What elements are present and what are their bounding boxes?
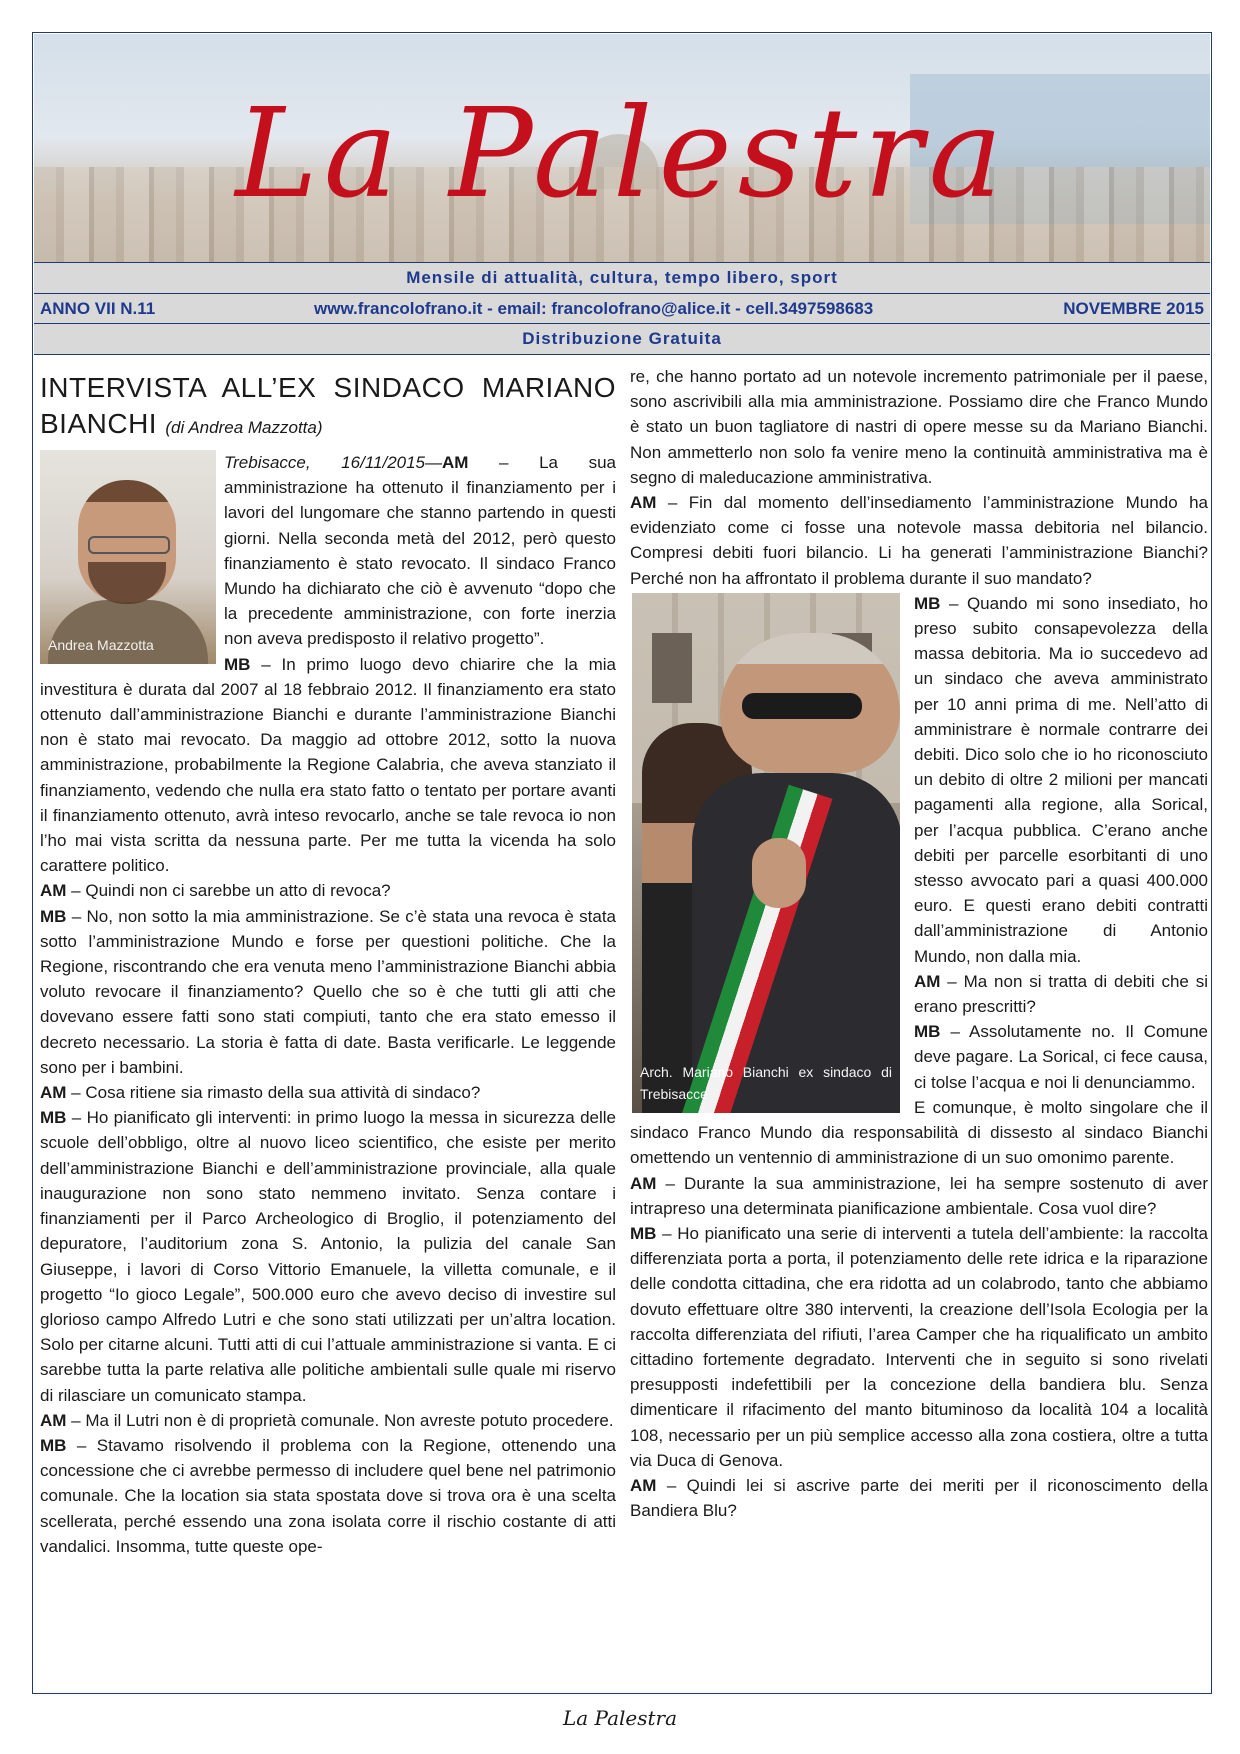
paragraph: [40, 878, 616, 903]
paragraph-text: – Ho pianificato gli interventi: in primo luogo la messa in sicurezza delle scuole dell’obbligo, oltre al nuovo liceo scientifico, che esiste per merito dell’amministrazione Bianchi e dell’amministrazione provinciale, alla quale inaugurazione non sono stato nemmeno invitato. Senza contare i finanziamenti per il Parco Archeologico di Broglio, il potenziamento del depuratore, l’auditorium zona S. Antonio, la pulizia del canale San Giuseppe, i lavori di Corso Vittorio Emanuele, la villetta comunale, e il progetto “Io gioco Legale”, 500.000 euro che avevo deciso di investire sul glorioso campo Alfredo Lutri e che sono stati utilizzati per un’altra location. Solo per citarne alcuni. Tutti atti di cui l’attuale amministrazione si vanta. E ci sarebbe tutta la parte relativa alle politiche ambientali sulle quale mi riservo di rilasciare un comunicato stampa.: [40, 1108, 616, 1405]
paragraph: [40, 1080, 616, 1105]
paragraph: [40, 652, 616, 879]
author-photo: [40, 450, 216, 664]
speaker: AM: [442, 453, 469, 472]
speaker: MB: [40, 906, 67, 926]
paragraph-text: – Fin dal momento dell’insediamento l’amministrazione Mundo ha evidenziato come ci fosse una notevole massa debitoria nel bilancio. Compresi debiti fuori bilancio. Li ha generati l’amministrazione Bianchi? Perché non ha affrontato il problema durante il suo mandato?: [630, 493, 1208, 588]
paragraph-text: – Cosa ritiene sia rimasto della sua attività di sindaco?: [66, 1083, 481, 1103]
article-headline: [40, 370, 616, 446]
subtitle-band: [34, 262, 1210, 294]
speaker: MB: [914, 1022, 941, 1042]
paragraph: [40, 1433, 616, 1559]
speaker: AM: [40, 1410, 67, 1430]
speaker: MB: [914, 593, 941, 613]
paragraph: [40, 1408, 616, 1433]
paragraph-text: – Durante la sua amministrazione, lei ha sempre sostenuto di aver intrapreso una determinata pianificazione ambientale. Cosa vuol dire?: [630, 1173, 1208, 1218]
distribution-band: [34, 324, 1210, 355]
paragraph: [630, 1221, 1208, 1473]
column-right: [630, 364, 1208, 1523]
paragraph: [40, 904, 616, 1080]
newspaper-title: La Palestra: [235, 82, 1009, 226]
speaker: AM: [630, 493, 657, 513]
paragraph-text: E comunque, è molto singolare che il sindaco Franco Mundo dia responsabilità di dissesto al sindaco Bianchi omettendo un ventennio di amministrazione di un suo omonimo parente.: [630, 1097, 1208, 1168]
speaker: AM: [630, 1475, 657, 1495]
paragraph-text: – Quindi non ci sarebbe un atto di revoca?: [66, 881, 391, 901]
page-footer: La Palestra: [562, 1706, 678, 1730]
subtitle: Mensile di attualità, cultura, tempo libero, sport: [406, 268, 838, 287]
headline-text: INTERVISTA ALL’EX SINDACO MARIANO BIANCHI: [40, 372, 616, 439]
issue-date: NOVEMBRE 2015: [1063, 299, 1204, 318]
contacts: www.francolofrano.it - email: francolofrano@alice.it - cell.3497598683: [314, 299, 874, 318]
author-photo-caption: Andrea Mazzotta: [48, 636, 154, 653]
paragraph-text: – La sua amministrazione ha ottenuto il finanziamento per i lavori del lungomare che stanno partendo in questi giorni. Nella seconda metà del 2012, però questo finanziamento è stato revocato. Il sindaco Franco Mundo ha dichiarato che ciò è avvenuto “dopo che la precedente amministrazione, con forte inerzia non aveva predisposto il relativo progetto”.: [224, 453, 616, 649]
dateline: Trebisacce, 16/11/2015—: [224, 453, 443, 472]
mayor-photo: [632, 593, 900, 1113]
speaker: AM: [40, 1083, 67, 1103]
paragraph-text: – Quando mi sono insediato, ho preso subito consapevolezza della massa debitoria. Ma io succedevo ad un sindaco che aveva amministrato per 10 anni prima di me. Nell’atto di amministrare è normale contrarre dei debiti. Dico solo che io ho riconosciuto un debito di oltre 2 milioni per mancati pagamenti alla regione, alla Sorical, per l’acqua pubblica. C’erano anche debiti per parcelle esorbitanti di uno stesso avvocato pari a quasi 400.000 euro. E questi erano debiti contratti dall’amministrazione di Antonio Mundo, non dalla mia.: [914, 593, 1208, 966]
speaker: MB: [224, 654, 251, 674]
info-band: [34, 294, 1210, 324]
paragraph-text: – Ma non si tratta di debiti che si erano prescritti?: [914, 971, 1208, 1017]
speaker: AM: [40, 881, 67, 901]
byline: (di Andrea Mazzotta): [165, 418, 323, 437]
speaker: AM: [630, 1173, 657, 1193]
speaker: MB: [40, 1435, 67, 1455]
paragraph-text: – In primo luogo devo chiarire che la mia investitura è durata dal 2007 al 18 febbraio 2012. Il finanziamento era stato ottenuto dall’amministrazione Bianchi e durante l’amministrazione Bianchi non è stato mai revocato. Da maggio ad ottobre 2012, sotto la nuova amministrazione, probabilmente la Regione Calabria, che aveva stanziato il finanziamento, vedendo che nulla era stato fatto o tentato per portare avanti il finanziamento ottenuto, avrà inteso revocarlo, anche se tale revoca io non l’ho mai vista scritta da nessuna parte. Per me tutta la vicenda ha solo carattere politico.: [40, 654, 616, 876]
paragraph: [630, 1171, 1208, 1221]
distribution-label: Distribuzione Gratuita: [522, 329, 722, 348]
speaker: AM: [914, 971, 941, 991]
masthead: [34, 34, 1210, 262]
paragraph-text: – Quindi lei si ascrive parte dei meriti per il riconoscimento della Bandiera Blu?: [630, 1475, 1208, 1521]
paragraph-text: – Ma il Lutri non è di proprietà comunale. Non avreste potuto procedere.: [66, 1410, 614, 1430]
paragraph: [630, 1473, 1208, 1523]
paragraph-text: – No, non sotto la mia amministrazione. Se c’è stata una revoca è stata sotto l’amministrazione Mundo e forse per questioni politiche. Che la Regione, riscontrando che era venuta meno l’amministrazione Bianchi abbia voluto revocare il finanziamento? Quello che so è che tutti gli atti che dovevano essere fatti sono stati compiuti, tanto che era stato emesso il decreto necessario. La storia è fatta di date. Basta verificarle. Le leggende sono per i bambini.: [40, 906, 616, 1077]
paragraph-text: – Assolutamente no. Il Comune deve pagare. La Sorical, ci fece causa, ci tolse l’acqua e noi li denunciammo.: [914, 1022, 1208, 1092]
paragraph: [630, 490, 1208, 591]
column-left: [40, 370, 616, 1559]
paragraph-text: re, che hanno portato ad un notevole incremento patrimoniale per il paese, sono ascrivibili alla mia amministrazione. Possiamo dire che Franco Mundo è stato un buon tagliatore di nastri di opere messe su da Mariano Bianchi. Non ammetterlo non solo fa venire meno la continuità amministrativa ma è segno di maleducazione amministrativa.: [630, 367, 1208, 487]
issue-number: ANNO VII N.11: [40, 299, 156, 318]
paragraph-text: – Stavamo risolvendo il problema con la Regione, ottenendo una concessione che ci avrebbe permesso di includere quel bene nel patrimonio comunale. Che la location sia stata spostata dove si trova ora è una scelta scellerata, perché essendo una zona isolata corre il rischio costante di atti vandalici. Insomma, tutte queste ope-: [40, 1435, 616, 1556]
paragraph: [630, 364, 1208, 490]
paragraph: [40, 1105, 616, 1407]
paragraph-text: – Ho pianificato una serie di interventi a tutela dell’ambiente: la raccolta differenziata porta a porta, il potenziamento delle rete idrica e la riparazione delle condotta cittadina, che era ridotta ad un colabrodo, tanto che abbiamo dovuto effettuare oltre 380 interventi, la creazione dell’Isola Ecologia per la raccolta differenziata del rifiuti, l’area Camper che ha riqualificato un ambito cittadino fortemente degradato. Interventi che in seguito si sono rivelati presupposti indefettibili per la concezione della bandiera blu. Senza dimenticare il rifacimento del manto bituminoso da località 104 a località 108, necessario per un più semplice accesso alla zona costiera, oltre a tutta via Duca di Genova.: [630, 1223, 1208, 1470]
mayor-photo-caption: Arch. Mariano Bianchi ex sindaco di Trebisacce: [640, 1063, 892, 1102]
speaker: MB: [630, 1223, 657, 1243]
speaker: MB: [40, 1108, 67, 1128]
